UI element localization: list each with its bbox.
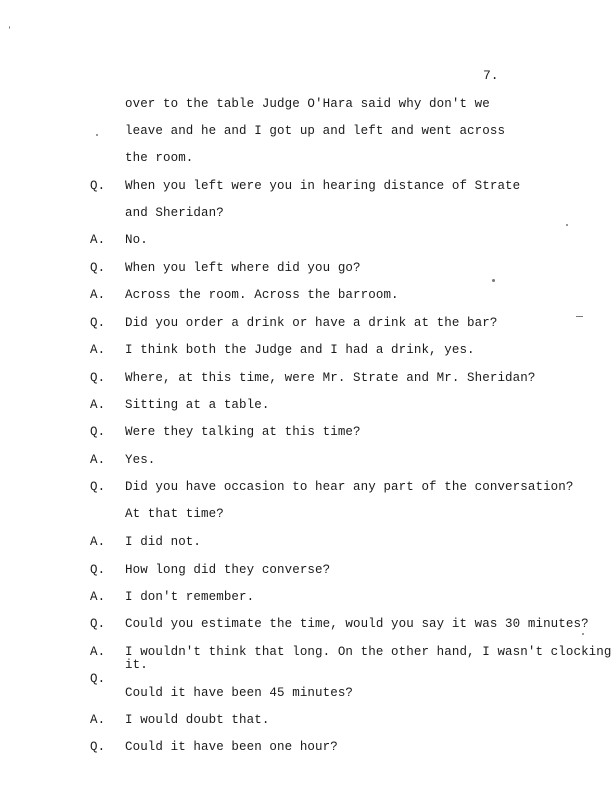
- speaker-label: A.: [90, 645, 106, 659]
- line-text: When you left where did you go?: [125, 261, 361, 275]
- speaker-label: Q.: [90, 563, 106, 577]
- speaker-label: Q.: [90, 261, 106, 275]
- line-text: At that time?: [125, 507, 224, 521]
- speaker-label: A.: [90, 288, 106, 302]
- speaker-label: Q.: [90, 617, 106, 631]
- line-text: over to the table Judge O'Hara said why don't we: [125, 97, 490, 111]
- speaker-label: Q.: [90, 425, 106, 439]
- scan-speck: [9, 26, 10, 29]
- speaker-label: A.: [90, 453, 106, 467]
- line-text: Across the room. Across the barroom.: [125, 288, 399, 302]
- line-text: Could you estimate the time, would you say it was 30 minutes?: [125, 617, 589, 631]
- speaker-label: A.: [90, 343, 106, 357]
- speaker-label: A.: [90, 713, 106, 727]
- line-text: I would doubt that.: [125, 713, 270, 727]
- speaker-label: Q.: [90, 316, 106, 330]
- line-text: Did you have occasion to hear any part of the conversation?: [125, 480, 574, 494]
- line-text: Sitting at a table.: [125, 398, 270, 412]
- scan-speck: [96, 134, 98, 136]
- scan-speck: [566, 224, 568, 226]
- speaker-label: Q.: [90, 740, 106, 754]
- speaker-label: Q.: [90, 179, 106, 193]
- line-text: Were they talking at this time?: [125, 425, 361, 439]
- speaker-label: A.: [90, 535, 106, 549]
- speaker-label: Q.: [90, 480, 106, 494]
- line-text: it.: [125, 658, 148, 672]
- speaker-label: A.: [90, 233, 106, 247]
- scan-speck: [582, 633, 584, 635]
- line-text: Could it have been 45 minutes?: [125, 686, 354, 700]
- line-text: Did you order a drink or have a drink at the bar?: [125, 316, 498, 330]
- line-text: I wouldn't think that long. On the other hand, I wasn't clocking: [125, 645, 612, 659]
- line-text: When you left were you in hearing distance of Strate: [125, 179, 521, 193]
- scan-speck: [576, 316, 583, 317]
- line-text: How long did they converse?: [125, 563, 331, 577]
- line-text: I don't remember.: [125, 590, 255, 604]
- speaker-label: A.: [90, 398, 106, 412]
- line-text: I did not.: [125, 535, 202, 549]
- speaker-label: Q.: [90, 672, 106, 686]
- line-text: Yes.: [125, 453, 156, 467]
- line-text: leave and he and I got up and left and went across: [125, 124, 506, 138]
- line-text: I think both the Judge and I had a drink, yes.: [125, 343, 475, 357]
- line-text: No.: [125, 233, 148, 247]
- speaker-label: A.: [90, 590, 106, 604]
- speaker-label: Q.: [90, 371, 106, 385]
- line-text: Could it have been one hour?: [125, 740, 338, 754]
- scan-speck: [492, 279, 495, 282]
- line-text: the room.: [125, 151, 194, 165]
- line-text: and Sheridan?: [125, 206, 224, 220]
- page-number: 7.: [483, 68, 499, 83]
- line-text: Where, at this time, were Mr. Strate and Mr. Sheridan?: [125, 371, 536, 385]
